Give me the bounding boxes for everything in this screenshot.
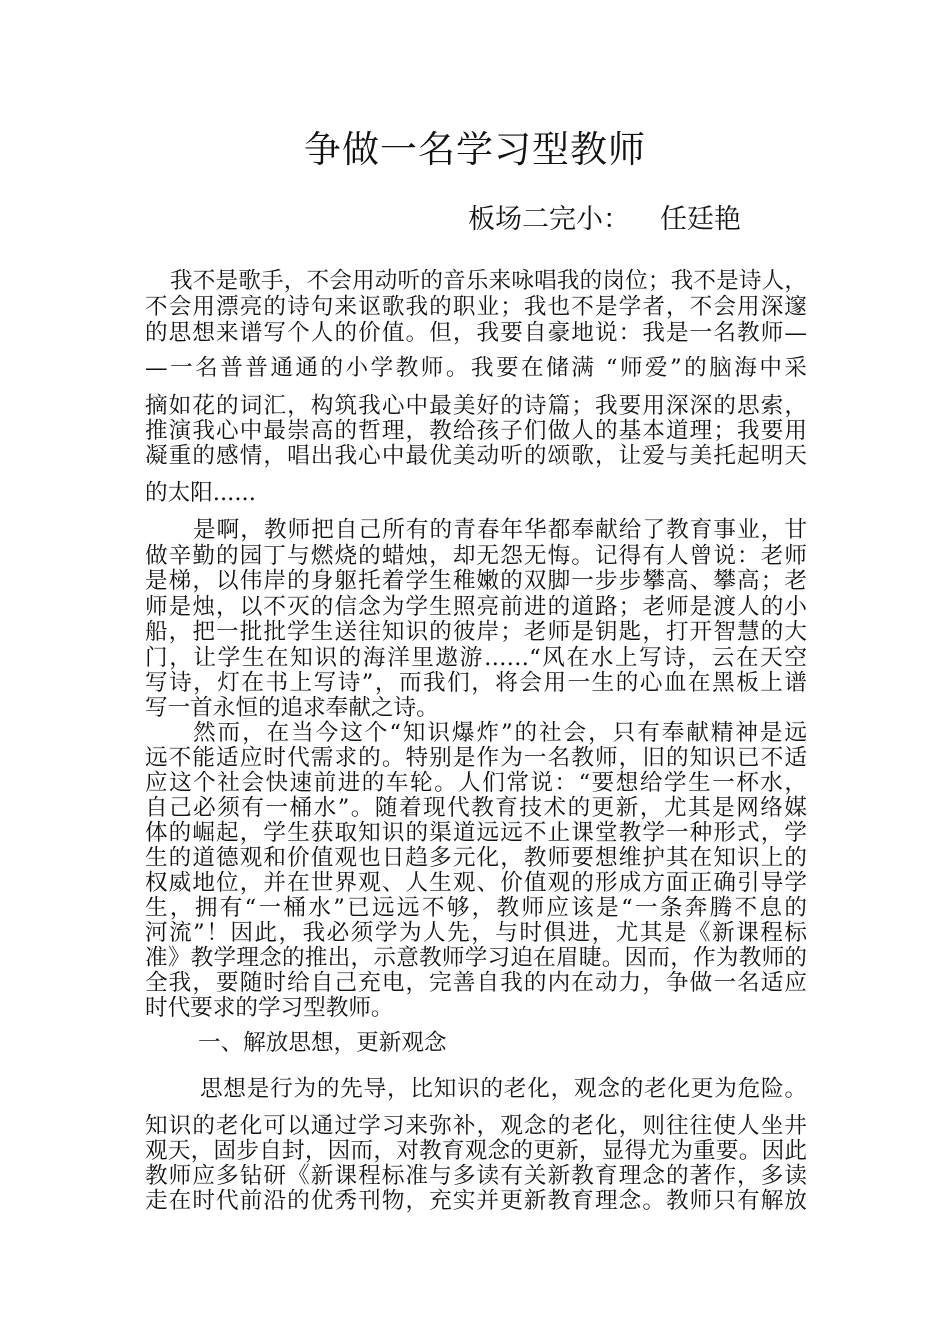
paragraph-line: 凝重的感情，唱出我心中最优美动听的颂歌，让爱与美托起明天	[145, 443, 807, 469]
paragraph-line: 门，让学生在知识的海洋里遨游……“风在水上写诗，云在天空	[145, 645, 807, 671]
author-line	[468, 200, 741, 240]
paragraph-line: 的思想来谱写个人的价值。但，我要自豪地说：我是一名教师—	[145, 320, 807, 346]
paragraph-line: 是梯，以伟岸的身躯托着学生稚嫩的双脚一步步攀高、攀高；老	[145, 568, 807, 594]
paragraph-line: 权威地位，并在世界观、人生观、价值观的形成方面正确引导学	[145, 870, 807, 896]
paragraph-line: 是啊，教师把自己所有的青春年华都奉献给了教育事业，甘	[193, 517, 807, 543]
section-heading: 一、解放思想，更新观念	[198, 1030, 447, 1056]
paragraph-line: 写诗，灯在书上写诗”，而我们，将会用一生的心血在黑板上谱	[145, 670, 807, 696]
paragraph-line: 教师应多钻研《新课程标准与多读有关新教育理念的著作，多读	[145, 1163, 807, 1189]
paragraph-line: —一名普普通通的小学教师。我要在储满 “师爱”的脑海中采	[145, 355, 807, 381]
paragraph-line: 河流”！因此，我必须学为人先，与时俱进，尤其是《新课程标	[145, 920, 807, 946]
document-title: 争做一名学习型教师	[304, 128, 646, 171]
paragraph-line: 全我，要随时给自己充电，完善自我的内在动力，争做一名适应	[145, 970, 807, 996]
paragraph-line: 应这个社会快速前进的车轮。人们常说：“要想给学生一杯水，	[145, 770, 807, 796]
author-school: 板场二完小：	[468, 204, 630, 235]
paragraph-line: 生的道德观和价值观也日趋多元化，教师要想维护其在知识上的	[145, 845, 807, 871]
paragraph-line: 摘如花的词汇，构筑我心中最美好的诗篇；我要用深深的思索，	[145, 393, 807, 419]
paragraph-line: 的太阳......	[145, 480, 256, 506]
paragraph-line: 观天，固步自封，因而，对教育观念的更新，显得尤为重要。因此	[145, 1138, 807, 1164]
paragraph-line: 船，把一批批学生送往知识的彼岸；老师是钥匙，打开智慧的大	[145, 619, 807, 645]
paragraph-line: 然而，在当今这个“知识爆炸”的社会，只有奉献精神是远	[193, 720, 807, 746]
paragraph-line: 体的崛起，学生获取知识的渠道远远不止课堂教学一种形式，学	[145, 820, 807, 846]
paragraph-line: 做辛勤的园丁与燃烧的蜡烛，却无怨无悔。记得有人曾说：老师	[145, 543, 807, 569]
paragraph-line: 自己必须有一桶水”。随着现代教育技术的更新，尤其是网络媒	[145, 795, 807, 821]
paragraph-line: 推演我心中最崇高的哲理，教给孩子们做人的基本道理；我要用	[145, 418, 807, 444]
paragraph-line: 时代要求的学习型教师。	[145, 995, 394, 1021]
paragraph-line: 师是烛，以不灭的信念为学生照亮前进的道路；老师是渡人的小	[145, 594, 807, 620]
paragraph-line: 生，拥有“一桶水”已远远不够，教师应该是“一条奔腾不息的	[145, 895, 807, 921]
paragraph-line: 远不能适应时代需求的。特别是作为一名教师，旧的知识已不适	[145, 745, 807, 771]
paragraph-line: 写一首永恒的追求奉献之诗。	[145, 695, 439, 721]
author-name: 任廷艳	[660, 204, 741, 235]
paragraph-line: 不会用漂亮的诗句来讴歌我的职业；我也不是学者，不会用深邃	[145, 294, 807, 320]
paragraph-line: 知识的老化可以通过学习来弥补，观念的老化，则往往使人坐井	[145, 1113, 807, 1139]
paragraph-line: 走在时代前沿的优秀刊物，充实并更新教育理念。教师只有解放	[145, 1188, 807, 1214]
paragraph-line: 我不是歌手，不会用动听的音乐来咏唱我的岗位；我不是诗人，	[170, 268, 807, 294]
paragraph-line: 准》教学理念的推出，示意教师学习迫在眉睫。因而，作为教师的	[145, 945, 807, 971]
paragraph-line: 思想是行为的先导，比知识的老化，观念的老化更为危险。	[200, 1076, 807, 1102]
